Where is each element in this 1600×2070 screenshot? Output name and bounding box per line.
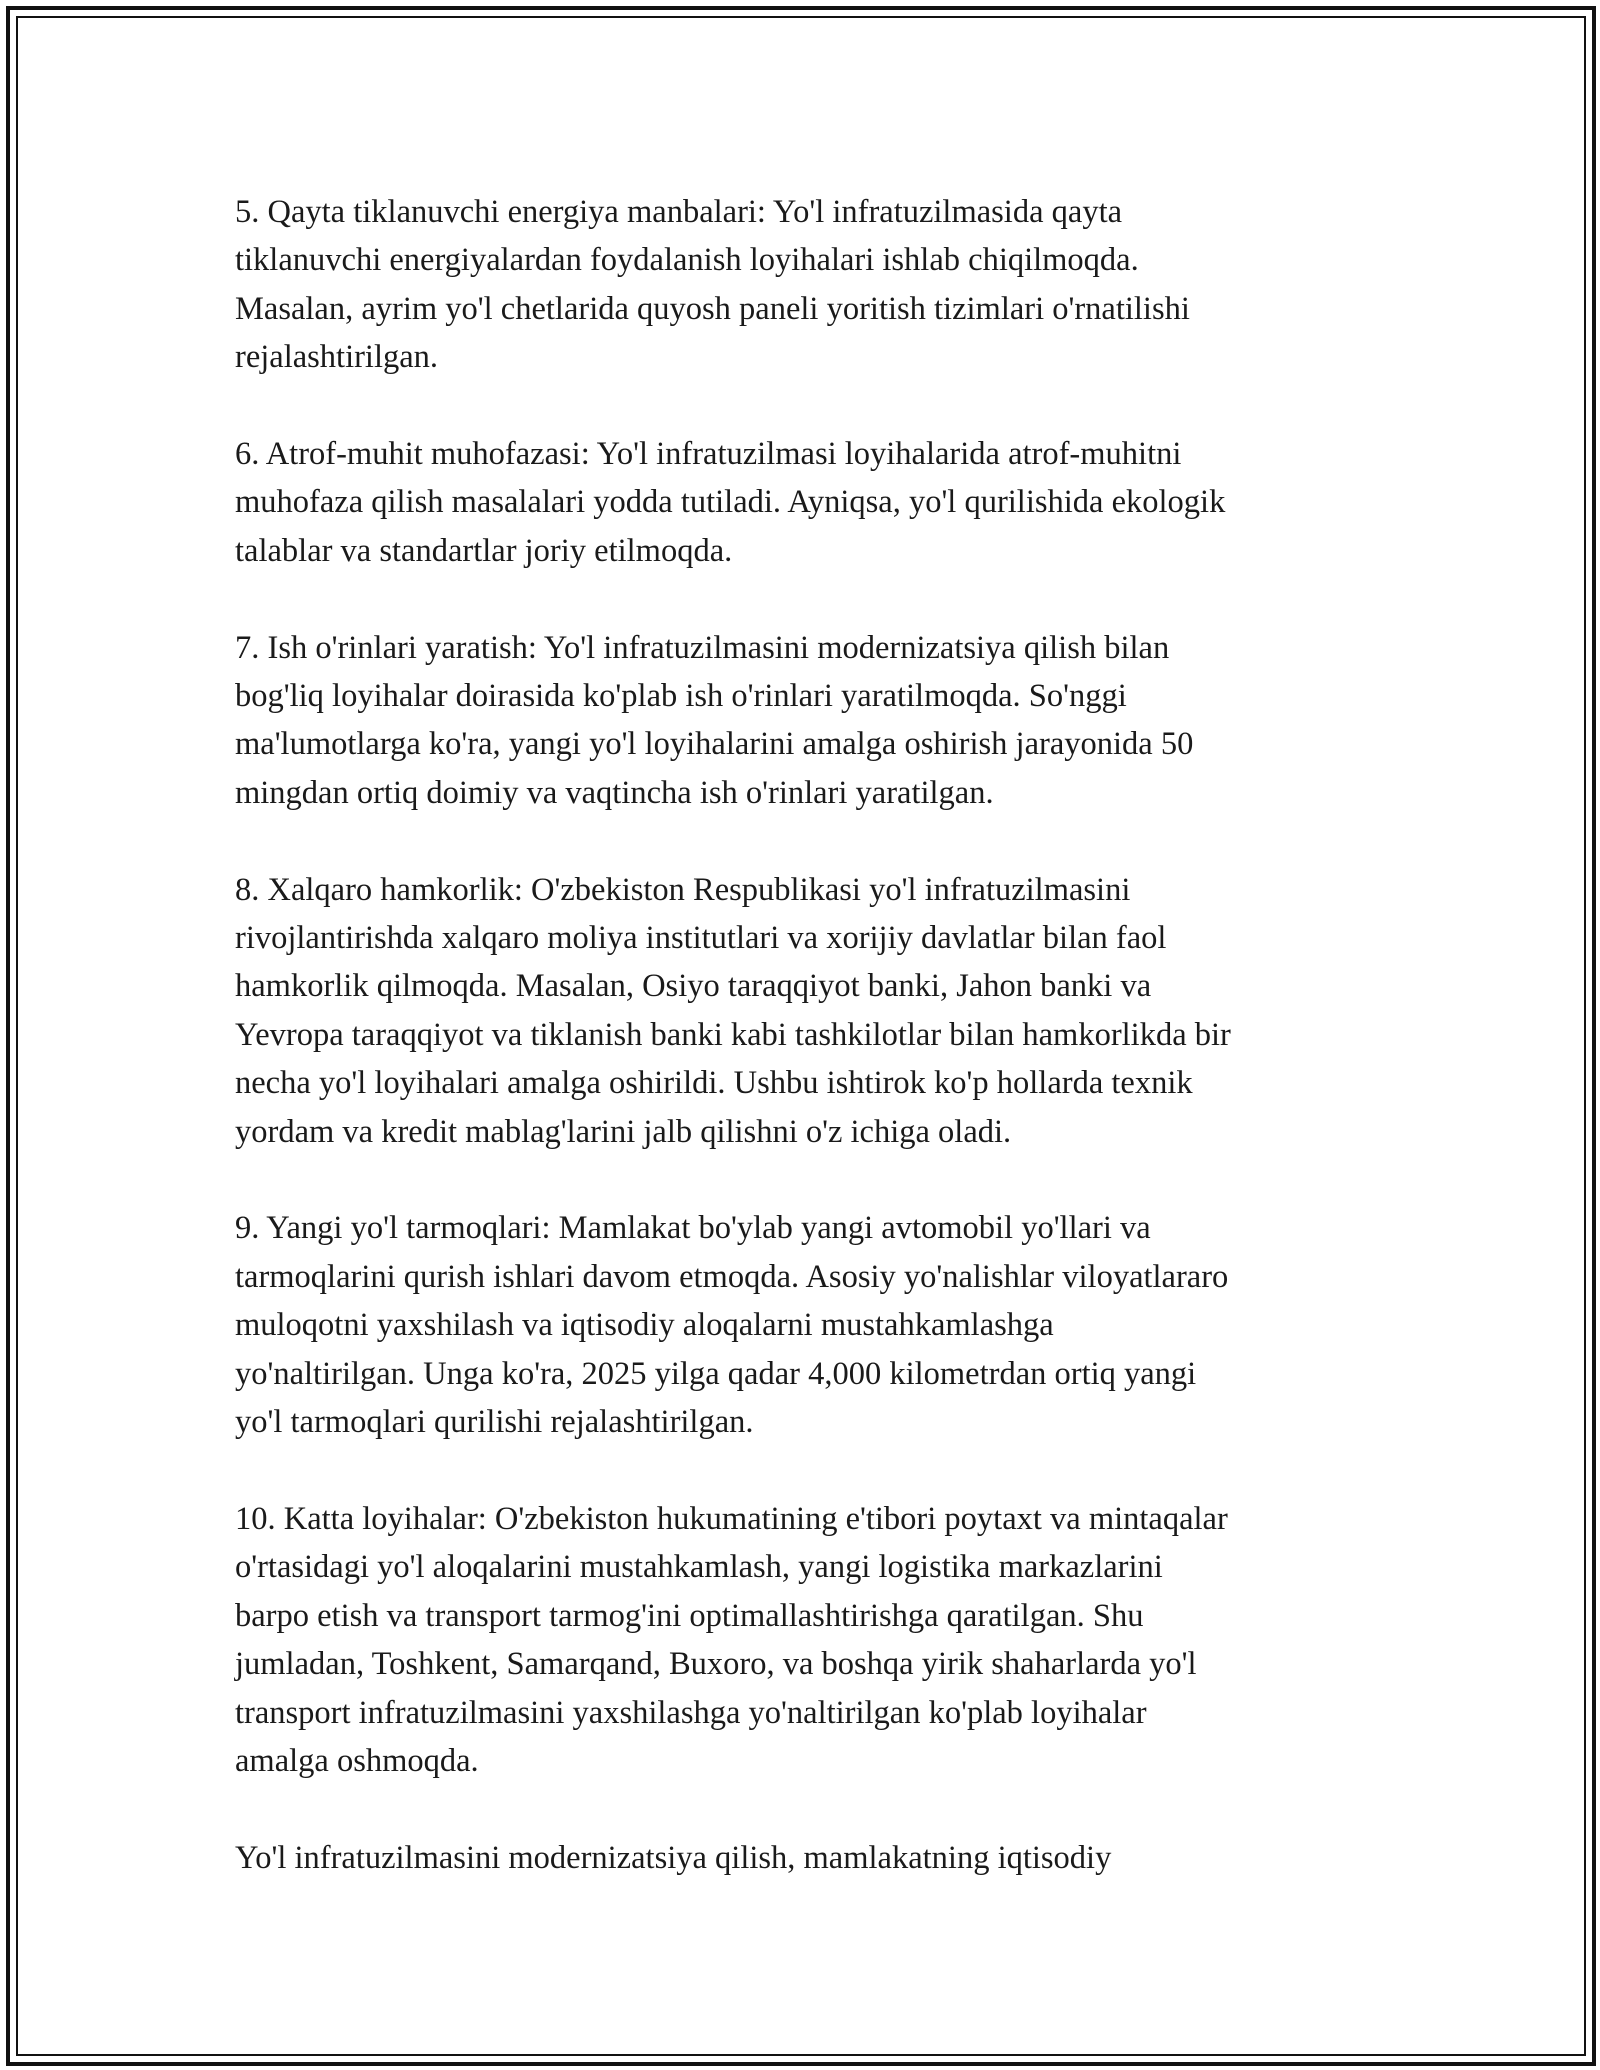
paragraph-new-road-networks: 9. Yangi yo'l tarmoqlari: Mamlakat bo'ylab yangi avtomobil yo'llari va tarmoqlarini qurish ishlari davom etmoqda. Asosiy yo'nalishlar viloyatlararo muloqotni yaxshilash va iqtisodiy aloqalarni mustahkamlashga yo'naltirilgan. Unga ko'ra, 2025 yilga qadar 4,000 kilometrdan ortiq yangi yo'l tarmoqlari qurilishi rejalashtirilgan. [235,1210,1229,1441]
paragraph-international-cooperation: 8. Xalqaro hamkorlik: O'zbekiston Respublikasi yo'l infratuzilmasini rivojlantirishda xalqaro moliya institutlari va xorijiy davlatlar bilan faol hamkorlik qilmoqda. Masalan, Osiyo taraqqiyot banki, Jahon banki va Yevropa taraqqiyot va tiklanish banki kabi tashkilotlar bilan hamkorlikda bir necha yo'l loyihalari amalga oshirildi. Ushbu ishtirok ko'p hollarda texnik yordam va kredit mablag'larini jalb qilishni o'z ichiga oladi. [235,871,1231,1150]
paragraph-major-projects: 10. Katta loyihalar: O'zbekiston hukumatining e'tibori poytaxt va mintaqalar o'rtasidagi yo'l aloqalarini mustahkamlash, yangi logistika markazlarini barpo etish va transport tarmog'ini optimallashtirishga qaratilgan. Shu jumladan, Toshkent, Samarqand, Buxoro, va boshqa yirik shaharlarda yo'l transport infratuzilmasini yaxshilashga yo'naltirilgan ko'plab loyihalar amalga oshmoqda. [235,1500,1228,1779]
paragraph-job-creation: 7. Ish o'rinlari yaratish: Yo'l infratuzilmasini modernizatsiya qilish bilan bog'liq loyihalar doirasida ko'plab ish o'rinlari yaratilmoqda. So'nggi ma'lumotlarga ko'ra, yangi yo'l loyihalarini amalga oshirish jarayonida 50 mingdan ortiq doimiy va vaqtincha ish o'rinlari yaratilgan. [235,629,1194,811]
paragraph-environment-protection: 6. Atrof-muhit muhofazasi: Yo'l infratuzilmasi loyihalarida atrof-muhitni muhofaza qilish masalalari yodda tutiladi. Ayniqsa, yo'l qurilishida ekologik talablar va standartlar joriy etilmoqda. [235,436,1226,569]
document-body [235,188,1375,1882]
paragraph-renewable-energy: 5. Qayta tiklanuvchi energiya manbalari: Yo'l infratuzilmasida qayta tiklanuvchi energiyalardan foydalanish loyihalari ishlab chiqilmoqda. Masalan, ayrim yo'l chetlarida quyosh paneli yoritish tizimlari o'rnatilishi rejalashtirilgan. [235,194,1190,376]
paragraph-conclusion-start: Yo'l infratuzilmasini modernizatsiya qilish, mamlakatning iqtisodiy [235,1839,1112,1876]
